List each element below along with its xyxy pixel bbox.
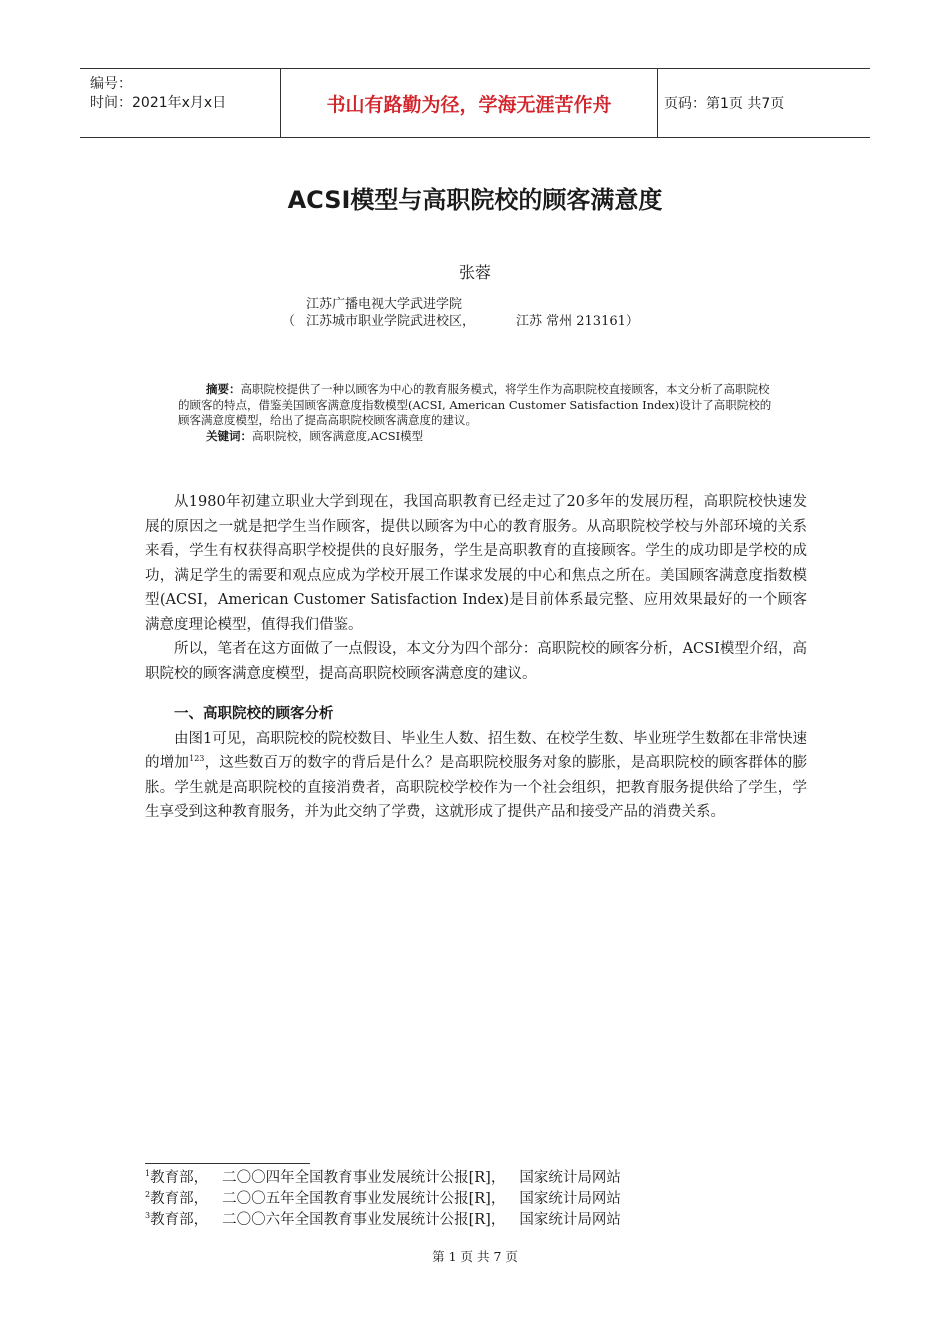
abstract-label: 摘要：	[206, 382, 241, 396]
footnote-title: 二〇〇六年全国教育事业发展统计公报[R]，	[222, 1212, 506, 1228]
footnote-title: 二〇〇四年全国教育事业发展统计公报[R]，	[222, 1170, 506, 1186]
time-label: 时间：2021年x月x日	[90, 95, 227, 111]
document-title: ACSI模型与高职院校的顾客满意度	[287, 186, 663, 214]
affiliation-line-2: 江苏城市职业学院武进校区，	[306, 314, 476, 329]
number-label: 编号：	[90, 76, 132, 92]
body-text	[145, 490, 807, 825]
author-name: 张蓉	[458, 263, 491, 282]
paragraph-3	[145, 727, 807, 825]
paragraph-3-part-b: ，这些数百万的数字的背后是什么？是高职院校服务对象的膨胀，是高职院校的顾客群体的膨胀。学生就是高职院校的直接消费者，高职院校学校作为一个社会组织，把教育服务提供给了学生，学生享受到这种教育服务，并为此交纳了学费，这就形成了提供产品和接受产品的消费关系。	[145, 755, 808, 820]
keywords-paragraph	[178, 429, 778, 445]
footnote-org: 教育部，	[150, 1212, 209, 1228]
footnote-org: 教育部，	[150, 1170, 209, 1186]
abstract-paragraph	[178, 382, 778, 429]
affiliation-paren: （	[282, 314, 296, 329]
footnote-title: 二〇〇五年全国教育事业发展统计公报[R]，	[222, 1191, 506, 1207]
paragraph-3-part-a: 由图1可见，高职院校的院校数目、毕业生人数、招生数、在校学生数、毕业班学生数都在非常快速的增加	[145, 730, 807, 771]
footnote-source: 国家统计局网站	[519, 1191, 621, 1207]
header-page-info: 页码：第1页 共7页	[664, 96, 785, 112]
footnote-ref: 123	[189, 754, 205, 764]
affiliation-line-1: 江苏广播电视大学武进学院	[306, 297, 463, 312]
header-meta-cell	[80, 69, 281, 137]
paragraph-2: 所以，笔者在这方面做了一点假设，本文分为四个部分：高职院校的顾客分析，ACSI模型介绍，高职院校的顾客满意度模型，提高高职院校顾客满意度的建议。	[145, 641, 807, 682]
section-1-heading: 一、高职院校的顾客分析	[174, 706, 334, 722]
header-motto: 书山有路勤为径，学海无涯苦作舟	[281, 69, 658, 137]
footnotes	[145, 1168, 621, 1231]
footnote-source: 国家统计局网站	[519, 1170, 621, 1186]
footnote-number: 1	[145, 1169, 151, 1179]
footnote-number: 2	[145, 1190, 151, 1200]
keywords-label: 关键词：	[206, 428, 252, 443]
affiliation-location: 江苏 常州 213161）	[516, 314, 639, 329]
abstract-block	[178, 382, 778, 444]
footnote-number: 3	[145, 1211, 151, 1221]
header-table	[80, 68, 870, 138]
page-footer: 第 1 页 共 7 页	[432, 1249, 518, 1264]
footnote-3	[145, 1210, 621, 1231]
keywords-text: 高职院校，顾客满意度,ACSI模型	[252, 428, 424, 443]
paragraph-1: 从1980年初建立职业大学到现在，我国高职教育已经走过了20多年的发展历程，高职院校快速发展的原因之一就是把学生当作顾客，提供以顾客为中心的教育服务。从高职院校学校与外部环境的关系来看，学生有权获得高职学校提供的良好服务，学生是高职教育的直接顾客。学生的成功即是学校的成功，满足学生的需要和观点应成为学校开展工作谋求发展的中心和焦点之所在。美国顾客满意度指数模型(ACSI，American Customer Satisfaction Index)是目前体系最完整、应用效果最好的一个顾客满意度理论模型，值得我们借鉴。	[145, 494, 807, 633]
footnote-1	[145, 1168, 621, 1189]
abstract-text: 高职院校提供了一种以顾客为中心的教育服务模式，将学生作为高职院校直接顾客，本文分析了高职院校的顾客的特点，借鉴美国顾客满意度指数模型(ACSI, American Customer Satisfaction Index)设计了高职院校的顾客满意度模型，给出了提高高职院校顾客满意度的建议。	[178, 382, 772, 427]
footnote-divider	[145, 1163, 310, 1164]
footnote-2	[145, 1189, 621, 1210]
footnote-source: 国家统计局网站	[519, 1212, 621, 1228]
footnote-org: 教育部，	[150, 1191, 209, 1207]
